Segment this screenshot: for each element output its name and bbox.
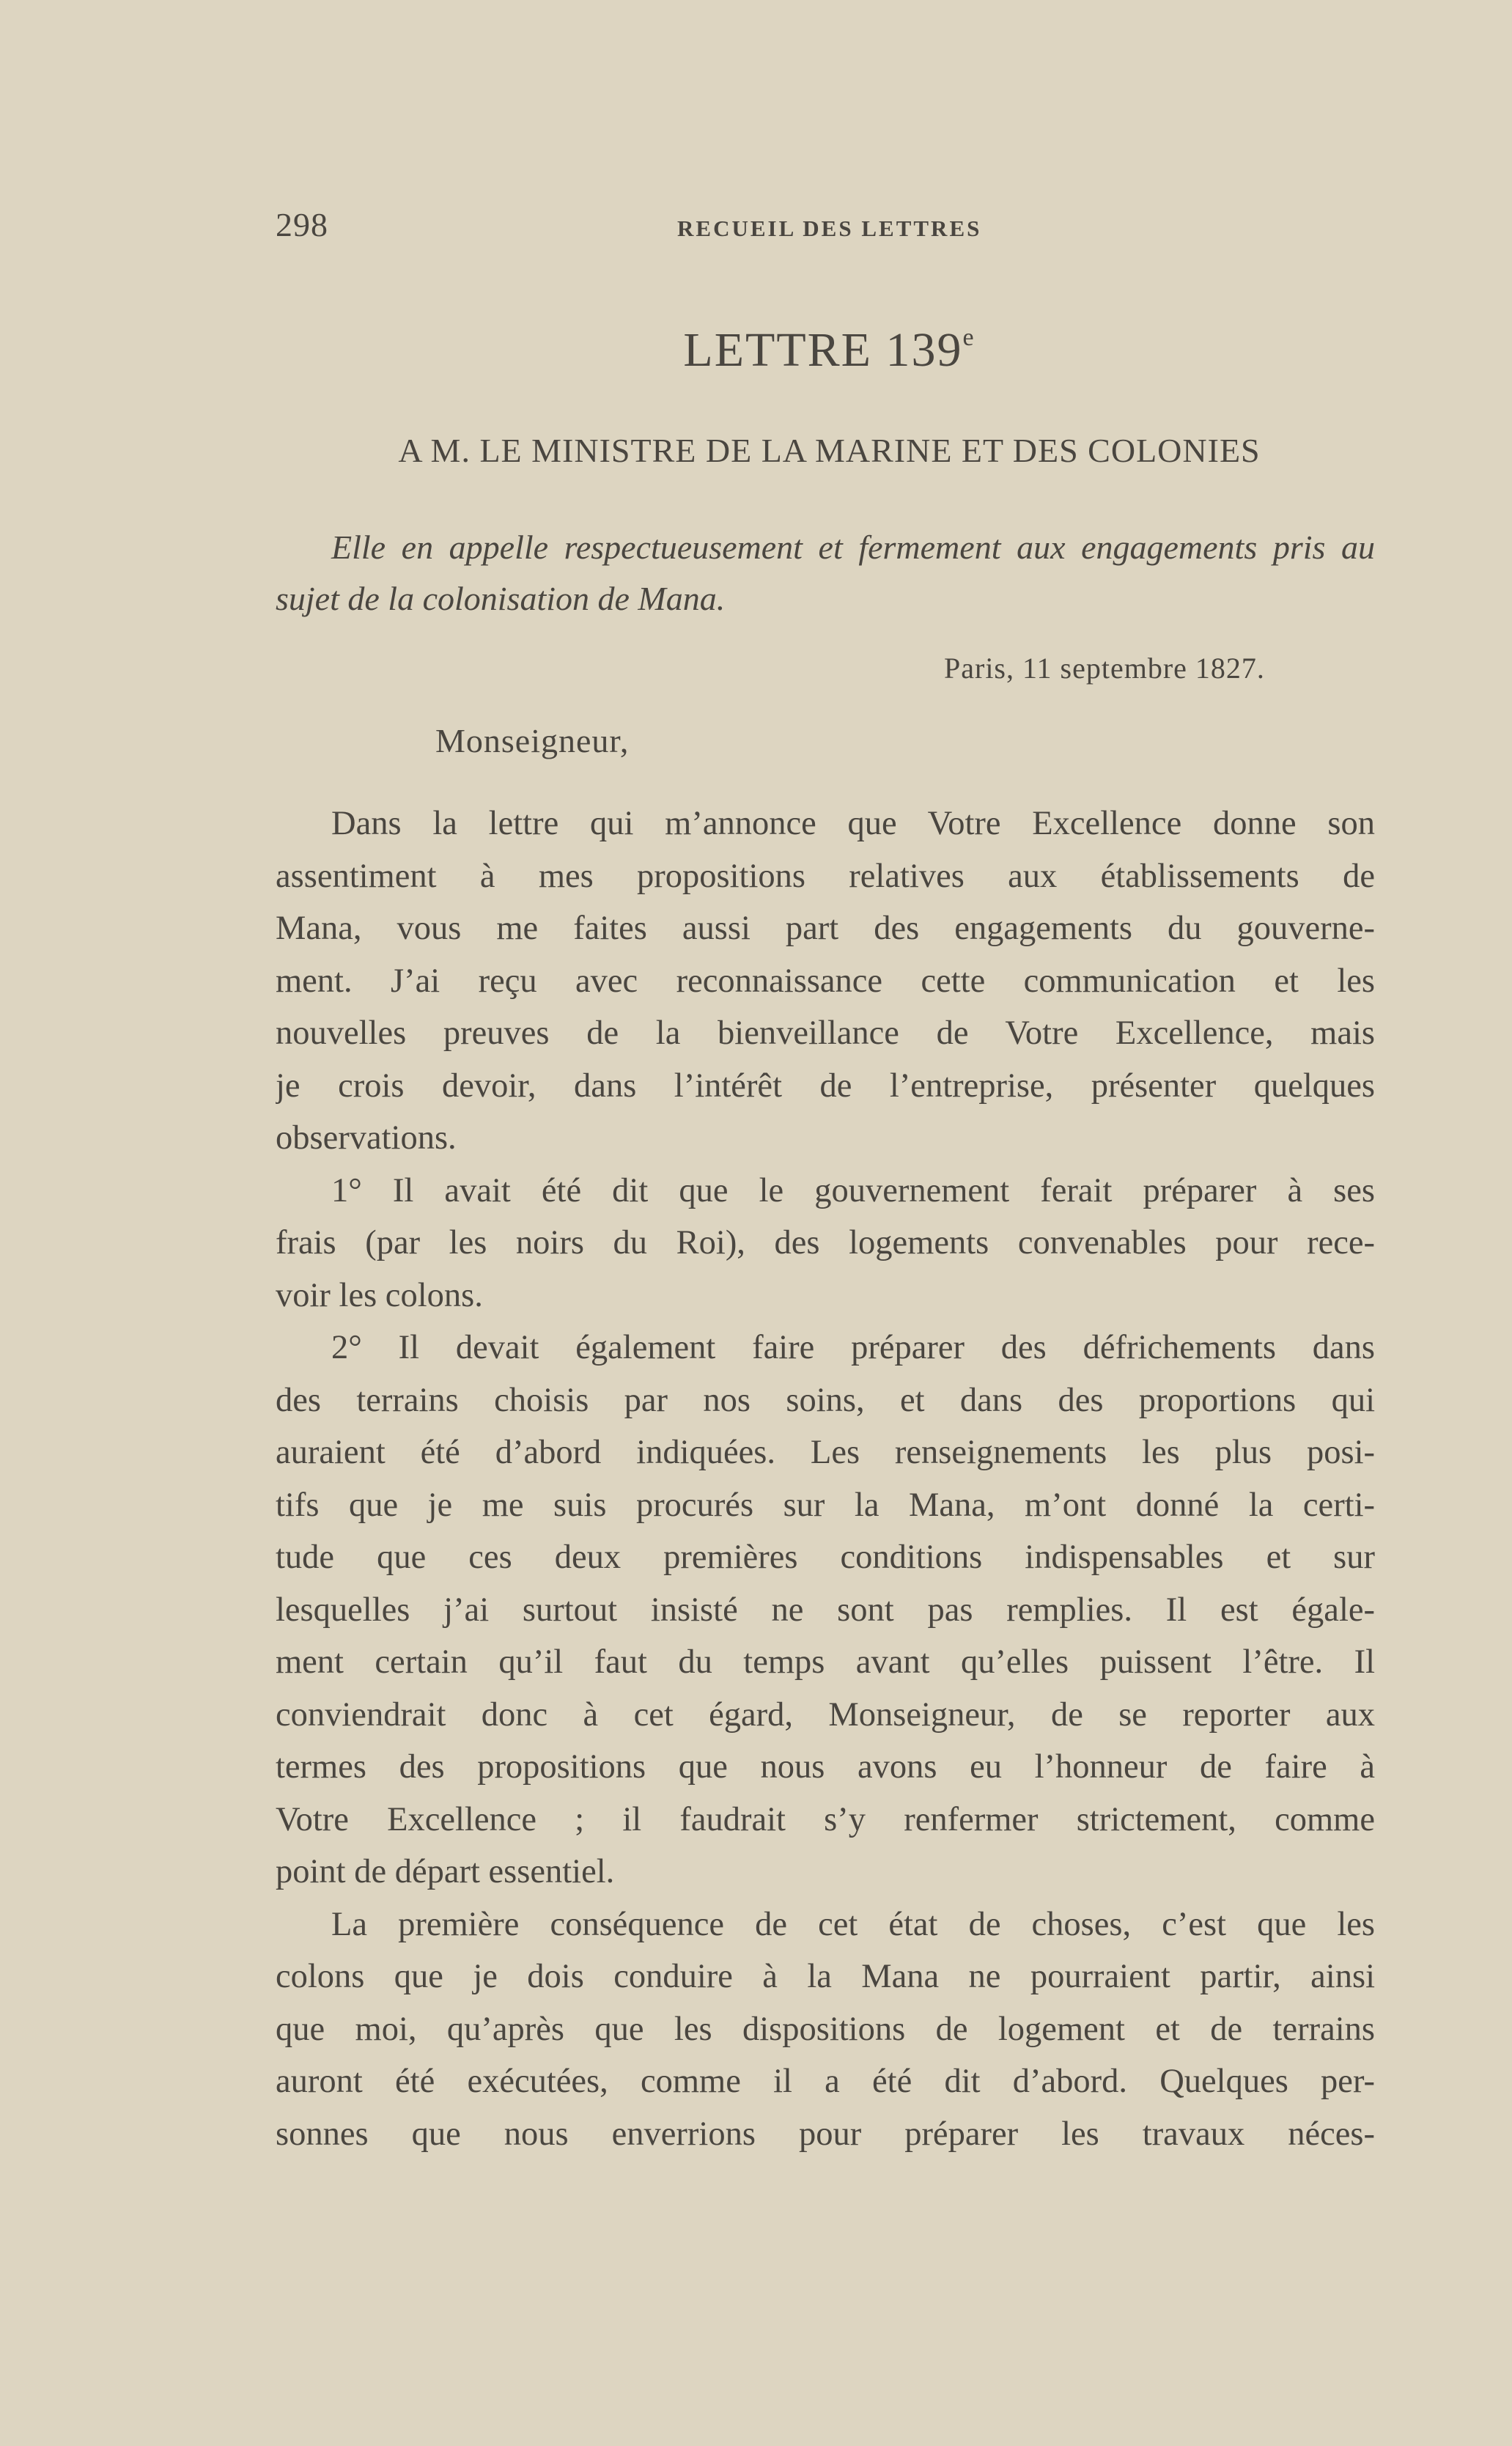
body-line: des terrains choisis par nos soins, et dans des proportions qui: [276, 1381, 1375, 1419]
body-line: 1° Il avait été dit que le gouvernement ferait préparer à ses: [331, 1171, 1375, 1209]
body-line: auraient été d’abord indiquées. Les renseignements les plus posi-: [276, 1434, 1375, 1471]
body-line: 2° Il devait également faire préparer des défrichements dans: [331, 1329, 1375, 1366]
letter-title-superscript: e: [962, 324, 976, 351]
body-line: frais (par les noirs du Roi), des logements convenables pour rece-: [276, 1224, 1375, 1261]
body-line: assentiment à mes propositions relatives aux établissements de: [276, 857, 1375, 895]
body-line: point de départ essentiel.: [276, 1853, 615, 1890]
body-line: que moi, qu’après que les dispositions de logement et de terrains: [276, 2010, 1375, 2048]
body-line: tude que ces deux premières conditions indispensables et sur: [276, 1539, 1375, 1576]
body-line: ment. J’ai reçu avec reconnaissance cette communication et les: [276, 962, 1375, 1000]
body-line: voir les colons.: [276, 1276, 483, 1314]
body-line: conviendrait donc à cet égard, Monseigneur, de se reporter aux: [276, 1695, 1375, 1734]
letter-title-text: LETTRE 139: [683, 323, 963, 377]
running-head: RECUEIL DES LETTRES: [677, 216, 982, 241]
body-line: lesquelles j’ai surtout insisté ne sont pas remplies. Il est égale-: [276, 1591, 1375, 1629]
addressee: A M. LE MINISTRE DE LA MARINE ET DES COLONIES: [398, 432, 1261, 469]
body-line: La première conséquence de cet état de choses, c’est que les: [331, 1905, 1375, 1943]
letter-date: Paris, 11 septembre 1827.: [944, 652, 1265, 685]
body-line: ment certain qu’il faut du temps avant qu’elles puissent l’être. Il: [276, 1643, 1375, 1681]
letter-title: [0, 323, 1512, 378]
page-header: [276, 199, 1375, 258]
body-line: nouvelles preuves de la bienveillance de Votre Excellence, mais: [276, 1014, 1375, 1052]
body-line: sonnes que nous enverrions pour préparer les travaux néces-: [276, 2115, 1375, 2153]
body-line: Votre Excellence ; il faudrait s’y renfermer strictement, comme: [276, 1800, 1375, 1838]
body-line: colons que je dois conduire à la Mana ne pourraient partir, ainsi: [276, 1958, 1375, 1995]
letter-summary: Elle en appelle respectueusement et fermement aux engagements pris au sujet de la colonisation de Mana.: [276, 528, 1375, 617]
body-line: je crois devoir, dans l’intérêt de l’entreprise, présenter quelques: [276, 1067, 1375, 1105]
body-line: termes des propositions que nous avons eu l’honneur de faire à: [276, 1748, 1375, 1786]
body-line: Mana, vous me faites aussi part des engagements du gouverne-: [276, 910, 1375, 947]
page-number: 298: [276, 206, 328, 243]
body-line: observations.: [276, 1119, 457, 1157]
salutation: Monseigneur,: [435, 722, 630, 759]
letter-body: [276, 797, 1375, 2160]
body-line: tifs que je me suis procurés sur la Mana, m’ont donné la certi-: [276, 1486, 1375, 1524]
body-line: Dans la lettre qui m’annonce que Votre Excellence donne son: [331, 805, 1375, 842]
body-line: auront été exécutées, comme il a été dit d’abord. Quelques per-: [276, 2063, 1375, 2100]
